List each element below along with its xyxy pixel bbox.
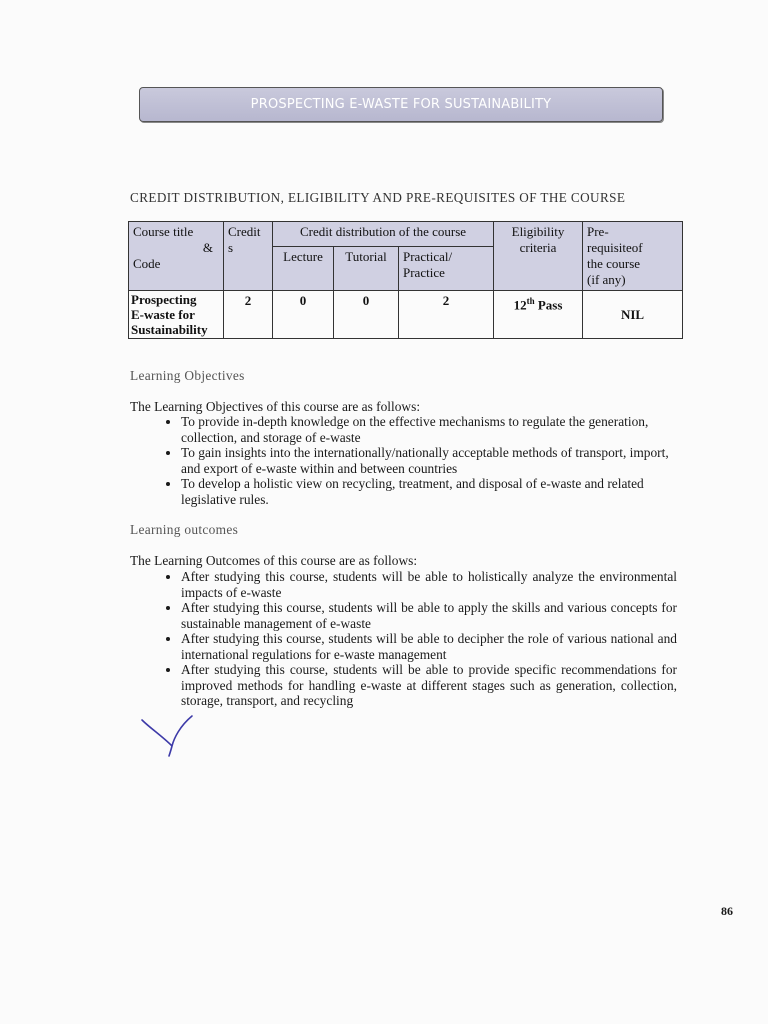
list-item: • After studying this course, students will be able to provide specific recommendations for improved methods for handling e-waste at different stages such as generation, collection, storage, transport, and recycling [181, 662, 677, 709]
cell-tutorial: 0 [334, 291, 399, 339]
cell-prerequisite: NIL [583, 291, 683, 339]
outcomes-list [156, 569, 677, 709]
header-course-title: Course title & Code [129, 222, 224, 291]
header-tutorial: Tutorial [334, 246, 399, 290]
banner-title: PROSPECTING E-WASTE FOR SUSTAINABILITY [250, 97, 552, 112]
objectives-heading: Learning Objectives [130, 368, 245, 383]
signature-tick-mark [140, 712, 200, 762]
table-row [129, 291, 683, 339]
list-item: • After studying this course, students will be able to holistically analyze the environmental impacts of e-waste [181, 569, 677, 600]
objectives-list [156, 414, 677, 507]
list-item: • To gain insights into the internationally/nationally acceptable methods of transport, import, and export of e-waste within and between countries [181, 445, 677, 476]
cell-lecture: 0 [273, 291, 334, 339]
header-prerequisite: Pre- requisiteof the course (if any) [583, 222, 683, 291]
header-eligibility: Eligibility criteria [494, 222, 583, 291]
header-lecture: Lecture [273, 246, 334, 290]
header-credit-distribution: Credit distribution of the course [273, 222, 494, 247]
header-practical: Practical/ Practice [399, 246, 494, 290]
list-item: • To develop a holistic view on recycling, treatment, and disposal of e-waste and related legislative rules. [181, 476, 677, 507]
cell-credits: 2 [224, 291, 273, 339]
page-number: 86 [721, 904, 733, 918]
credit-distribution-table [128, 221, 683, 339]
header-credits: Credit s [224, 222, 273, 291]
list-item: • After studying this course, students will be able to apply the skills and various concepts for sustainable management of e-waste [181, 600, 677, 631]
outcomes-heading: Learning outcomes [130, 522, 239, 537]
list-item: • After studying this course, students will be able to decipher the role of various national and international regulations for e-waste management [181, 631, 677, 662]
cell-practical: 2 [399, 291, 494, 339]
section-title: CREDIT DISTRIBUTION, ELIGIBILITY AND PRE-REQUISITES OF THE COURSE [130, 190, 626, 205]
objectives-intro: The Learning Objectives of this course are as follows: [130, 399, 421, 414]
list-item: • To provide in-depth knowledge on the effective mechanisms to regulate the generation, collection, and storage of e-waste [181, 414, 677, 445]
cell-eligibility: 12th Pass [494, 291, 583, 339]
outcomes-intro: The Learning Outcomes of this course are as follows: [130, 553, 418, 568]
course-title-banner [139, 87, 663, 122]
cell-course-title: Prospecting E-waste for Sustainability [129, 291, 224, 339]
table-header-row [129, 222, 683, 247]
